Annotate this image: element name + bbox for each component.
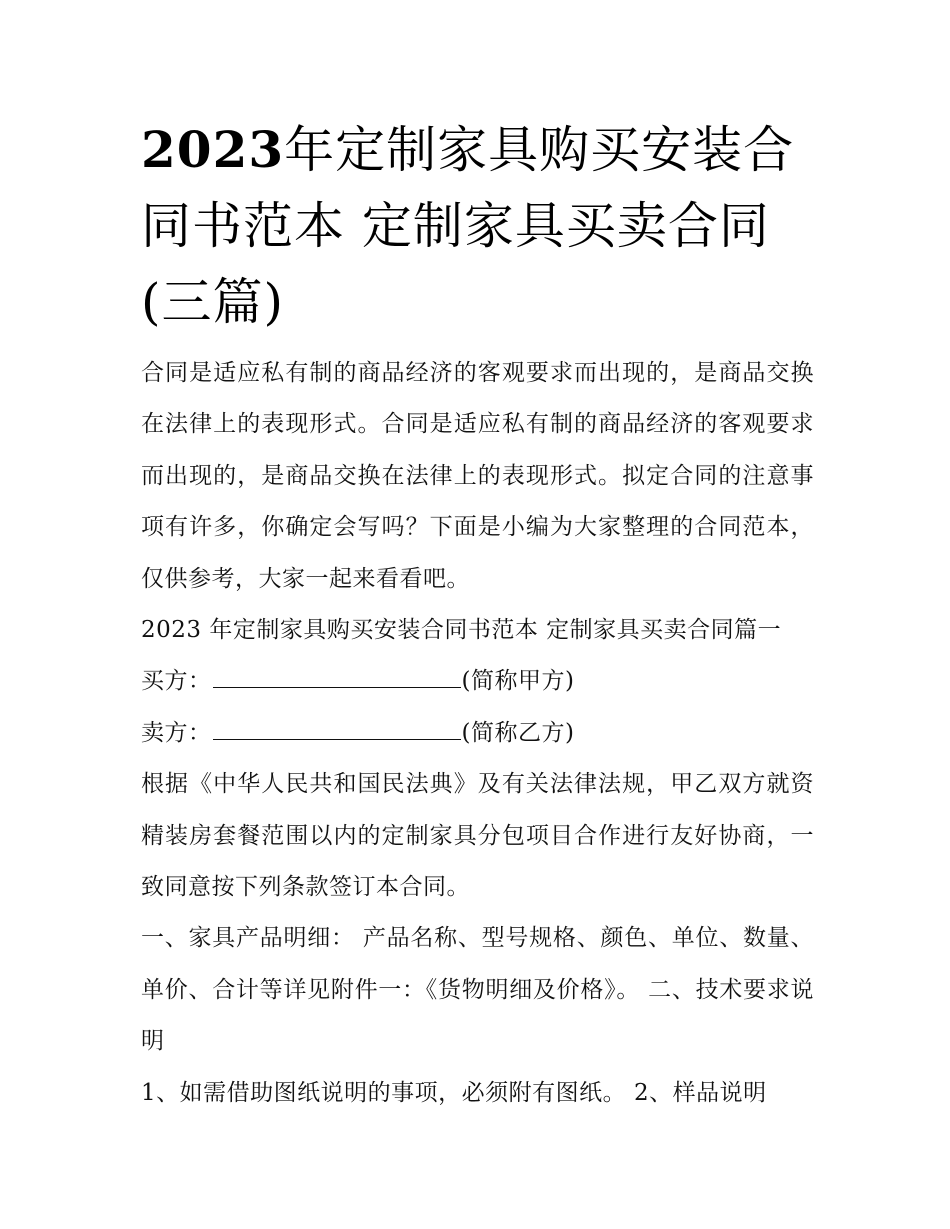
title-text: 年定制家具购买安装合同书范本 定制家具买卖合同(三篇) (141, 121, 795, 331)
document-title (141, 112, 814, 340)
clause-one-paragraph: 一、家具产品明细： 产品名称、型号规格、颜色、单位、数量、单价、合计等详见附件一：《货物明细及价格》。 二、技术要求说明 (141, 925, 814, 1055)
title-year: 2023 (141, 120, 285, 179)
seller-blank (213, 717, 461, 740)
clause-two-paragraph: 1、如需借助图纸说明的事项，必须附有图纸。 2、样品说明 (141, 1079, 767, 1106)
buyer-suffix: (简称甲方) (461, 668, 575, 695)
basis-paragraph: 根据《中华人民共和国民法典》及有关法律法规，甲乙双方就资精装房套餐范围以内的定制家具分包项目合作进行友好协商，一致同意按下列条款签订本合同。 (141, 771, 814, 901)
buyer-blank (213, 665, 461, 688)
seller-label: 卖方： (141, 719, 212, 746)
seller-line (141, 708, 814, 759)
buyer-line (141, 656, 814, 707)
buyer-label: 买方： (141, 668, 212, 695)
section-heading: 2023 年定制家具购买安装合同书范本 定制家具买卖合同篇一 (141, 617, 782, 644)
intro-paragraph: 合同是适应私有制的商品经济的客观要求而出现的，是商品交换在法律上的表现形式。合同是适应私有制的商品经济的客观要求而出现的，是商品交换在法律上的表现形式。拟定合同的注意事项有许多，你确定会写吗？下面是小编为大家整理的合同范本，仅供参考，大家一起来看看吧。 (141, 360, 814, 592)
seller-suffix: (简称乙方) (461, 719, 575, 746)
